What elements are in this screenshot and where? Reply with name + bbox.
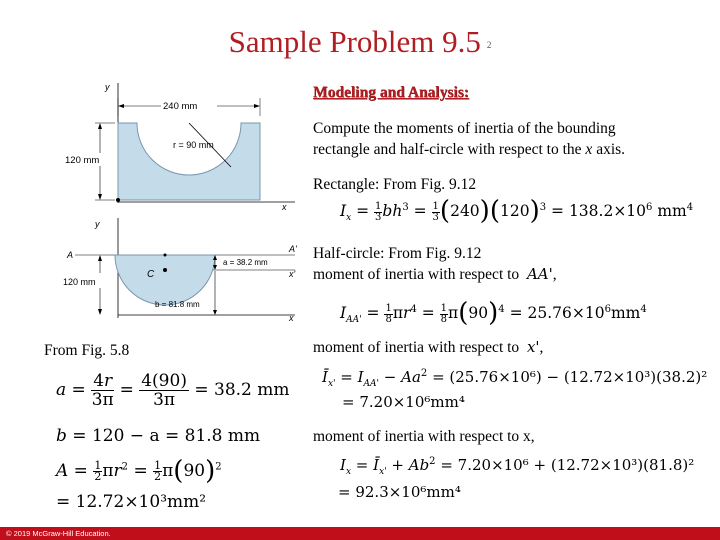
- axis-AA-label: AA': [526, 265, 553, 283]
- slide-title: [0, 24, 720, 60]
- radius-label: r = 90 mm: [173, 140, 214, 150]
- rectangle-equation: $I_x$ = $\frac{1}{3}$ $bh^3$ = $\frac{1}{3}$ $(240)(120)^3 = 138.2\times 10^6$ $mm^4$: [340, 196, 694, 226]
- half-circle-shape: [115, 255, 215, 305]
- y-axis-label-bottom: y: [95, 219, 100, 229]
- label-Aprime: A': [289, 244, 297, 254]
- b-equation: b = 120 − a = 81.8 mm: [56, 426, 261, 446]
- label-A: A: [67, 250, 74, 260]
- intro-text: [313, 118, 625, 160]
- halfcircle-equation: $I_{AA'}$ = $\frac{1}{8}$ $\pi r^4$ = $\frac{1}{8}$ $\pi(90)^4 = 25.76\times 10^6mm^4$: [340, 298, 647, 328]
- halfcircle-label: Half-circle: From Fig. 9.12: [313, 245, 482, 262]
- label-xprime: x': [289, 269, 296, 279]
- a-result: = 38.2 mm: [194, 380, 290, 400]
- label-C: C: [147, 269, 155, 280]
- footer-copyright: © 2019 McGraw-Hill Education.: [6, 529, 111, 538]
- origin-dot-top: [116, 198, 120, 202]
- slide-title-text: Sample Problem 9.5: [228, 24, 481, 59]
- dim-b-label: b = 81.8 mm: [155, 300, 200, 309]
- intro-line-1: Compute the moments of inertia of the bounding: [313, 120, 616, 137]
- moi-x-line: moment of inertia with respect to x,: [313, 428, 535, 445]
- from-fig-label: From Fig. 5.8: [44, 342, 130, 359]
- slide-number: 2: [486, 39, 492, 50]
- a-equation: a = $\frac{4r}{3\pi}$ = $\frac{4(90)}{3\pi}$ = 38.2 mm: [56, 371, 290, 410]
- x-equation: $I_x$ = $Ī_{x'} + Ab^2 = 7.20\times 10^6 + (12.72\times 10^3)(81.8)^2$ = 92.3×10⁶mm⁴: [338, 456, 695, 501]
- dim-height-bottom-label: 120 mm: [63, 277, 96, 287]
- analysis-heading: Modeling and Analysis:: [313, 84, 469, 101]
- axis-xprime-label: x': [526, 338, 540, 356]
- bottom-figure: [63, 218, 297, 323]
- y-axis-label-top: y: [105, 82, 110, 92]
- rectangle-label: Rectangle: From Fig. 9.12: [313, 176, 477, 193]
- centroid-dot: [163, 268, 167, 272]
- top-figure: [65, 82, 295, 212]
- dim-height-top-label: 120 mm: [65, 155, 100, 166]
- center-dot: [164, 254, 167, 257]
- x-axis-label-bottom: x: [289, 313, 294, 323]
- xprime-equation: $Ī_{x'} = I_{AA'} - Aa^2 = (25.76\times 10^6) - (12.72\times 10^3)(38.2)^2$ = 7.20×10⁶mm⁴: [322, 368, 708, 411]
- dim-width-label: 240 mm: [163, 101, 198, 112]
- top-shape: [118, 123, 260, 200]
- rect-eq-tail: = 138.2×10: [551, 202, 647, 220]
- section-figures: [55, 78, 305, 328]
- hc-eq-tail: = 25.76×10: [509, 304, 605, 322]
- moi-xprime-line: moment of inertia with respect to x',: [313, 338, 544, 356]
- dim-a-label: a = 38.2 mm: [223, 258, 268, 267]
- A-equation: A = $\frac{1}{2}$ $\pi r^2$ = $\frac{1}{2}$ $\pi(90)^2$ = 12.72×10³mm²: [56, 456, 222, 512]
- moi-AA-line: moment of inertia with respect to AA',: [313, 265, 557, 283]
- x-axis-label-top: x: [282, 202, 287, 212]
- intro-line-2: rectangle and half-circle with respect to the x axis.: [313, 141, 626, 158]
